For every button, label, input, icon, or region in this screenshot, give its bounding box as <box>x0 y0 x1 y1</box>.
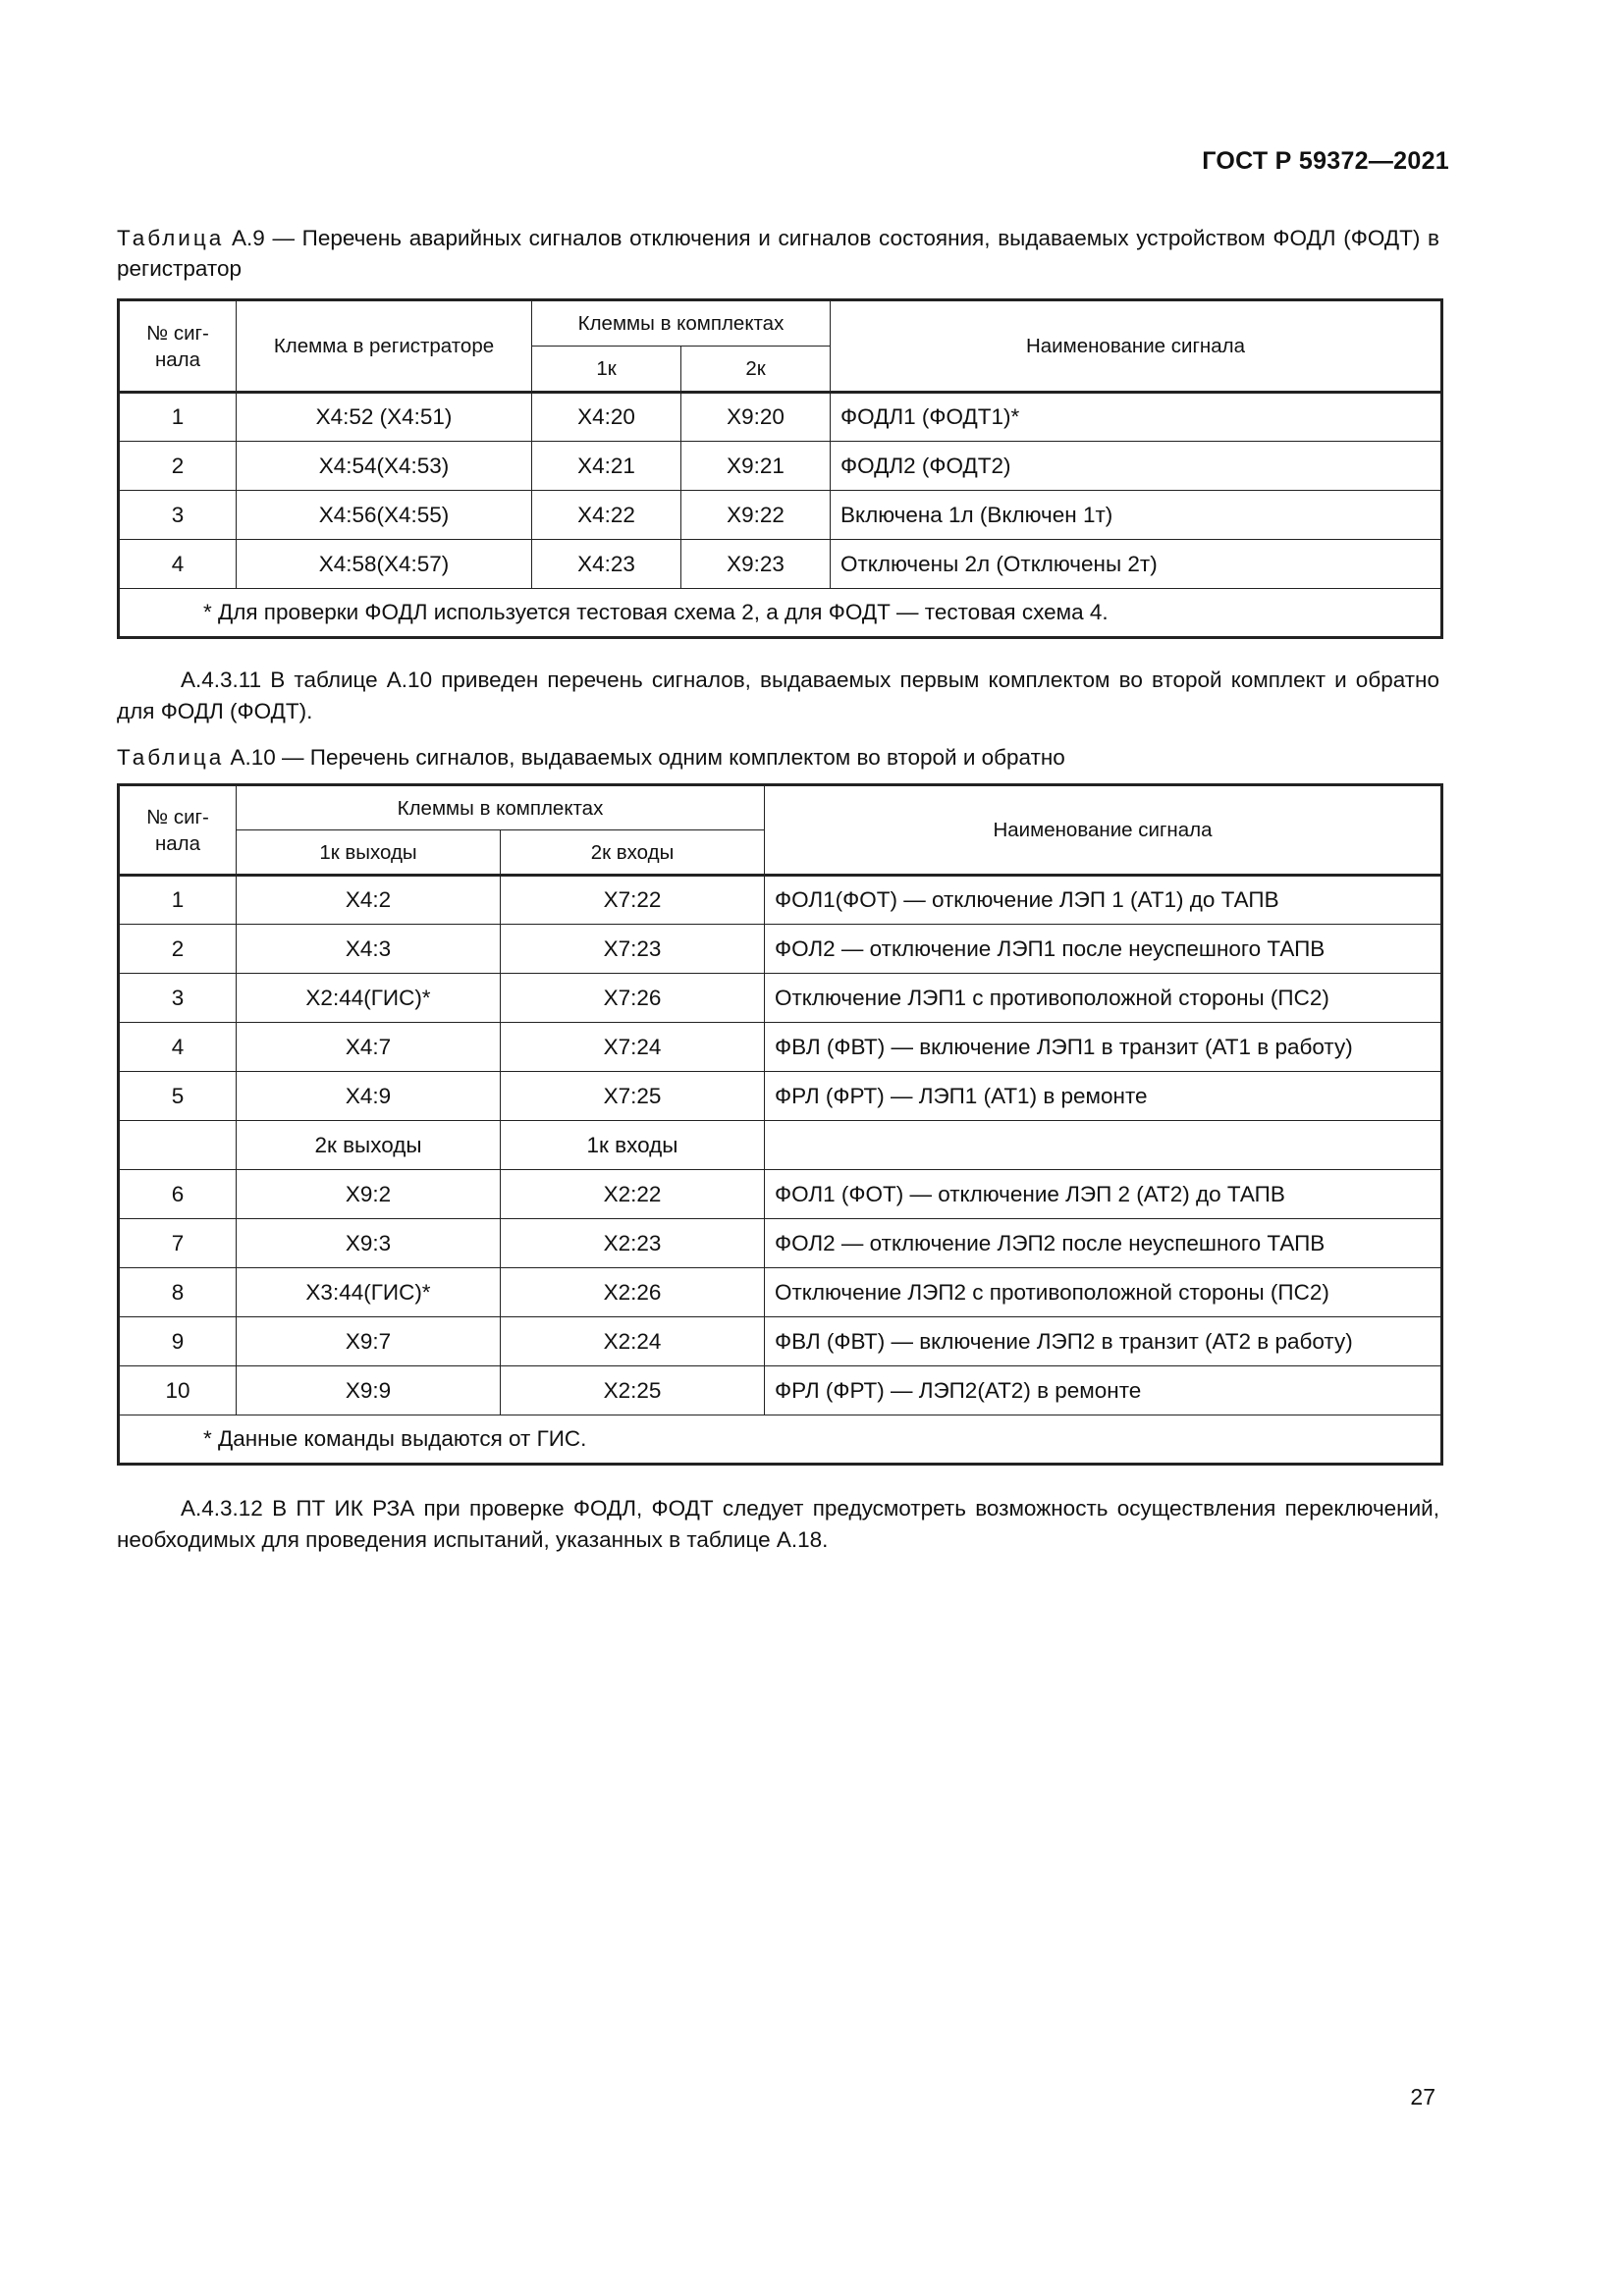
cell-num: 3 <box>119 491 237 540</box>
paragraph-a4311 <box>117 665 1439 727</box>
cell-signal-name: ФОДЛ1 (ФОДТ1)* <box>831 393 1442 442</box>
table-a10-footnote: * Данные команды выдаются от ГИС. <box>119 1415 1442 1465</box>
table-row <box>119 491 1442 540</box>
table-row <box>119 1023 1442 1072</box>
cell-input: X2:25 <box>501 1366 765 1415</box>
col-header-num: № сиг-нала <box>119 300 237 393</box>
table-a10 <box>117 783 1443 1466</box>
cell-register: X4:52 (X4:51) <box>237 393 532 442</box>
cell-output: X9:9 <box>237 1366 501 1415</box>
cell-signal-name: ФРЛ (ФРТ) — ЛЭП2(АТ2) в ремонте <box>765 1366 1442 1415</box>
table-row <box>119 1268 1442 1317</box>
cell-signal-name: ФВЛ (ФВТ) — включение ЛЭП1 в транзит (АТ1 в работу) <box>765 1023 1442 1072</box>
table-row <box>119 974 1442 1023</box>
cell-input: X7:22 <box>501 876 765 925</box>
cell-register: X4:54(X4:53) <box>237 442 532 491</box>
cell-signal-name-empty <box>765 1121 1442 1170</box>
cell-signal-name: ФРЛ (ФРТ) — ЛЭП1 (АТ1) в ремонте <box>765 1072 1442 1121</box>
cell-1k: X4:22 <box>532 491 681 540</box>
cell-num: 7 <box>119 1219 237 1268</box>
cell-register: X4:58(X4:57) <box>237 540 532 589</box>
table-a9-caption <box>117 223 1439 284</box>
cell-num: 6 <box>119 1170 237 1219</box>
cell-signal-name: ФОЛ2 — отключение ЛЭП1 после неуспешного ТАПВ <box>765 925 1442 974</box>
paragraph-a4311-text: А.4.3.11 В таблице А.10 приведен перечень сигналов, выдаваемых первым комплектом во второй комплект и обратно для ФОДЛ (ФОДТ). <box>117 667 1439 723</box>
page-number: 27 <box>1410 2084 1435 2109</box>
table-row <box>119 1366 1442 1415</box>
col-header-signal-name: Наименование сигнала <box>831 300 1442 393</box>
table-row <box>119 1317 1442 1366</box>
subheader-1k-inputs: 1к входы <box>501 1121 765 1170</box>
cell-1k: X4:20 <box>532 393 681 442</box>
cell-num: 2 <box>119 925 237 974</box>
table-a10-caption-label: Таблица <box>117 745 225 770</box>
cell-num: 3 <box>119 974 237 1023</box>
col-header-2k-inputs: 2к входы <box>501 830 765 876</box>
table-footnote-row <box>119 1415 1442 1465</box>
cell-output: X9:7 <box>237 1317 501 1366</box>
table-a9-caption-label: Таблица <box>117 226 225 250</box>
table-row <box>119 876 1442 925</box>
cell-signal-name: ФОЛ1 (ФОТ) — отключение ЛЭП 2 (АТ2) до ТАПВ <box>765 1170 1442 1219</box>
paragraph-a4312 <box>117 1493 1439 1556</box>
cell-input: X2:24 <box>501 1317 765 1366</box>
paragraph-a4312-text: А.4.3.12 В ПТ ИК РЗА при проверке ФОДЛ, ФОДТ следует предусмотреть возможность осуществления переключений, необходимых для проведения испытаний, указанных в таблице А.18. <box>117 1496 1439 1552</box>
subheader-2k-outputs: 2к выходы <box>237 1121 501 1170</box>
table-row <box>119 393 1442 442</box>
cell-num: 1 <box>119 393 237 442</box>
cell-2k: X9:22 <box>681 491 831 540</box>
table-row <box>119 442 1442 491</box>
cell-signal-name: Отключение ЛЭП2 с противоположной стороны (ПС2) <box>765 1268 1442 1317</box>
table-row <box>119 925 1442 974</box>
cell-1k: X4:23 <box>532 540 681 589</box>
cell-input: X2:26 <box>501 1268 765 1317</box>
cell-num: 9 <box>119 1317 237 1366</box>
table-row <box>119 1072 1442 1121</box>
cell-num: 4 <box>119 1023 237 1072</box>
cell-signal-name: ФОЛ2 — отключение ЛЭП2 после неуспешного ТАПВ <box>765 1219 1442 1268</box>
cell-signal-name: Включена 1л (Включен 1т) <box>831 491 1442 540</box>
cell-input: X2:22 <box>501 1170 765 1219</box>
cell-output: X9:2 <box>237 1170 501 1219</box>
col-header-kits: Клеммы в комплектах <box>237 785 765 830</box>
cell-input: X7:24 <box>501 1023 765 1072</box>
cell-num: 10 <box>119 1366 237 1415</box>
col-header-signal-name: Наименование сигнала <box>765 785 1442 876</box>
cell-input: X7:26 <box>501 974 765 1023</box>
cell-num: 8 <box>119 1268 237 1317</box>
table-a10-caption-text: А.10 — Перечень сигналов, выдаваемых одним комплектом во второй и обратно <box>230 745 1065 770</box>
col-header-1k-outputs: 1к выходы <box>237 830 501 876</box>
cell-output: X3:44(ГИС)* <box>237 1268 501 1317</box>
standard-designation: ГОСТ Р 59372—2021 <box>1202 147 1449 175</box>
cell-signal-name: ФОЛ1(ФОТ) — отключение ЛЭП 1 (АТ1) до ТАПВ <box>765 876 1442 925</box>
cell-register: X4:56(X4:55) <box>237 491 532 540</box>
cell-signal-name: ФОДЛ2 (ФОДТ2) <box>831 442 1442 491</box>
cell-signal-name: Отключены 2л (Отключены 2т) <box>831 540 1442 589</box>
table-a9-footnote: * Для проверки ФОДЛ используется тестовая схема 2, а для ФОДТ — тестовая схема 4. <box>119 589 1442 638</box>
cell-output: X4:3 <box>237 925 501 974</box>
table-footnote-row <box>119 589 1442 638</box>
col-header-register: Клемма в регистраторе <box>237 300 532 393</box>
cell-num-empty <box>119 1121 237 1170</box>
col-header-1k: 1к <box>532 347 681 393</box>
cell-output: X4:2 <box>237 876 501 925</box>
table-a10-caption <box>117 742 1439 773</box>
cell-signal-name: Отключение ЛЭП1 с противоположной стороны (ПС2) <box>765 974 1442 1023</box>
cell-output: X4:9 <box>237 1072 501 1121</box>
cell-output: X9:3 <box>237 1219 501 1268</box>
cell-2k: X9:21 <box>681 442 831 491</box>
cell-signal-name: ФВЛ (ФВТ) — включение ЛЭП2 в транзит (АТ2 в работу) <box>765 1317 1442 1366</box>
table-row <box>119 540 1442 589</box>
cell-2k: X9:23 <box>681 540 831 589</box>
cell-input: X2:23 <box>501 1219 765 1268</box>
table-a9-caption-text: А.9 — Перечень аварийных сигналов отключения и сигналов состояния, выдаваемых устройством ФОДЛ (ФОДТ) в регистратор <box>117 226 1439 281</box>
table-subheader-row <box>119 1121 1442 1170</box>
col-header-num: № сиг-нала <box>119 785 237 876</box>
cell-2k: X9:20 <box>681 393 831 442</box>
cell-input: X7:23 <box>501 925 765 974</box>
col-header-2k: 2к <box>681 347 831 393</box>
cell-output: X2:44(ГИС)* <box>237 974 501 1023</box>
cell-output: X4:7 <box>237 1023 501 1072</box>
cell-1k: X4:21 <box>532 442 681 491</box>
table-row <box>119 1170 1442 1219</box>
cell-num: 1 <box>119 876 237 925</box>
cell-input: X7:25 <box>501 1072 765 1121</box>
table-row <box>119 1219 1442 1268</box>
cell-num: 4 <box>119 540 237 589</box>
cell-num: 2 <box>119 442 237 491</box>
col-header-kits: Клеммы в комплектах <box>532 300 831 347</box>
cell-num: 5 <box>119 1072 237 1121</box>
table-a9 <box>117 298 1443 639</box>
